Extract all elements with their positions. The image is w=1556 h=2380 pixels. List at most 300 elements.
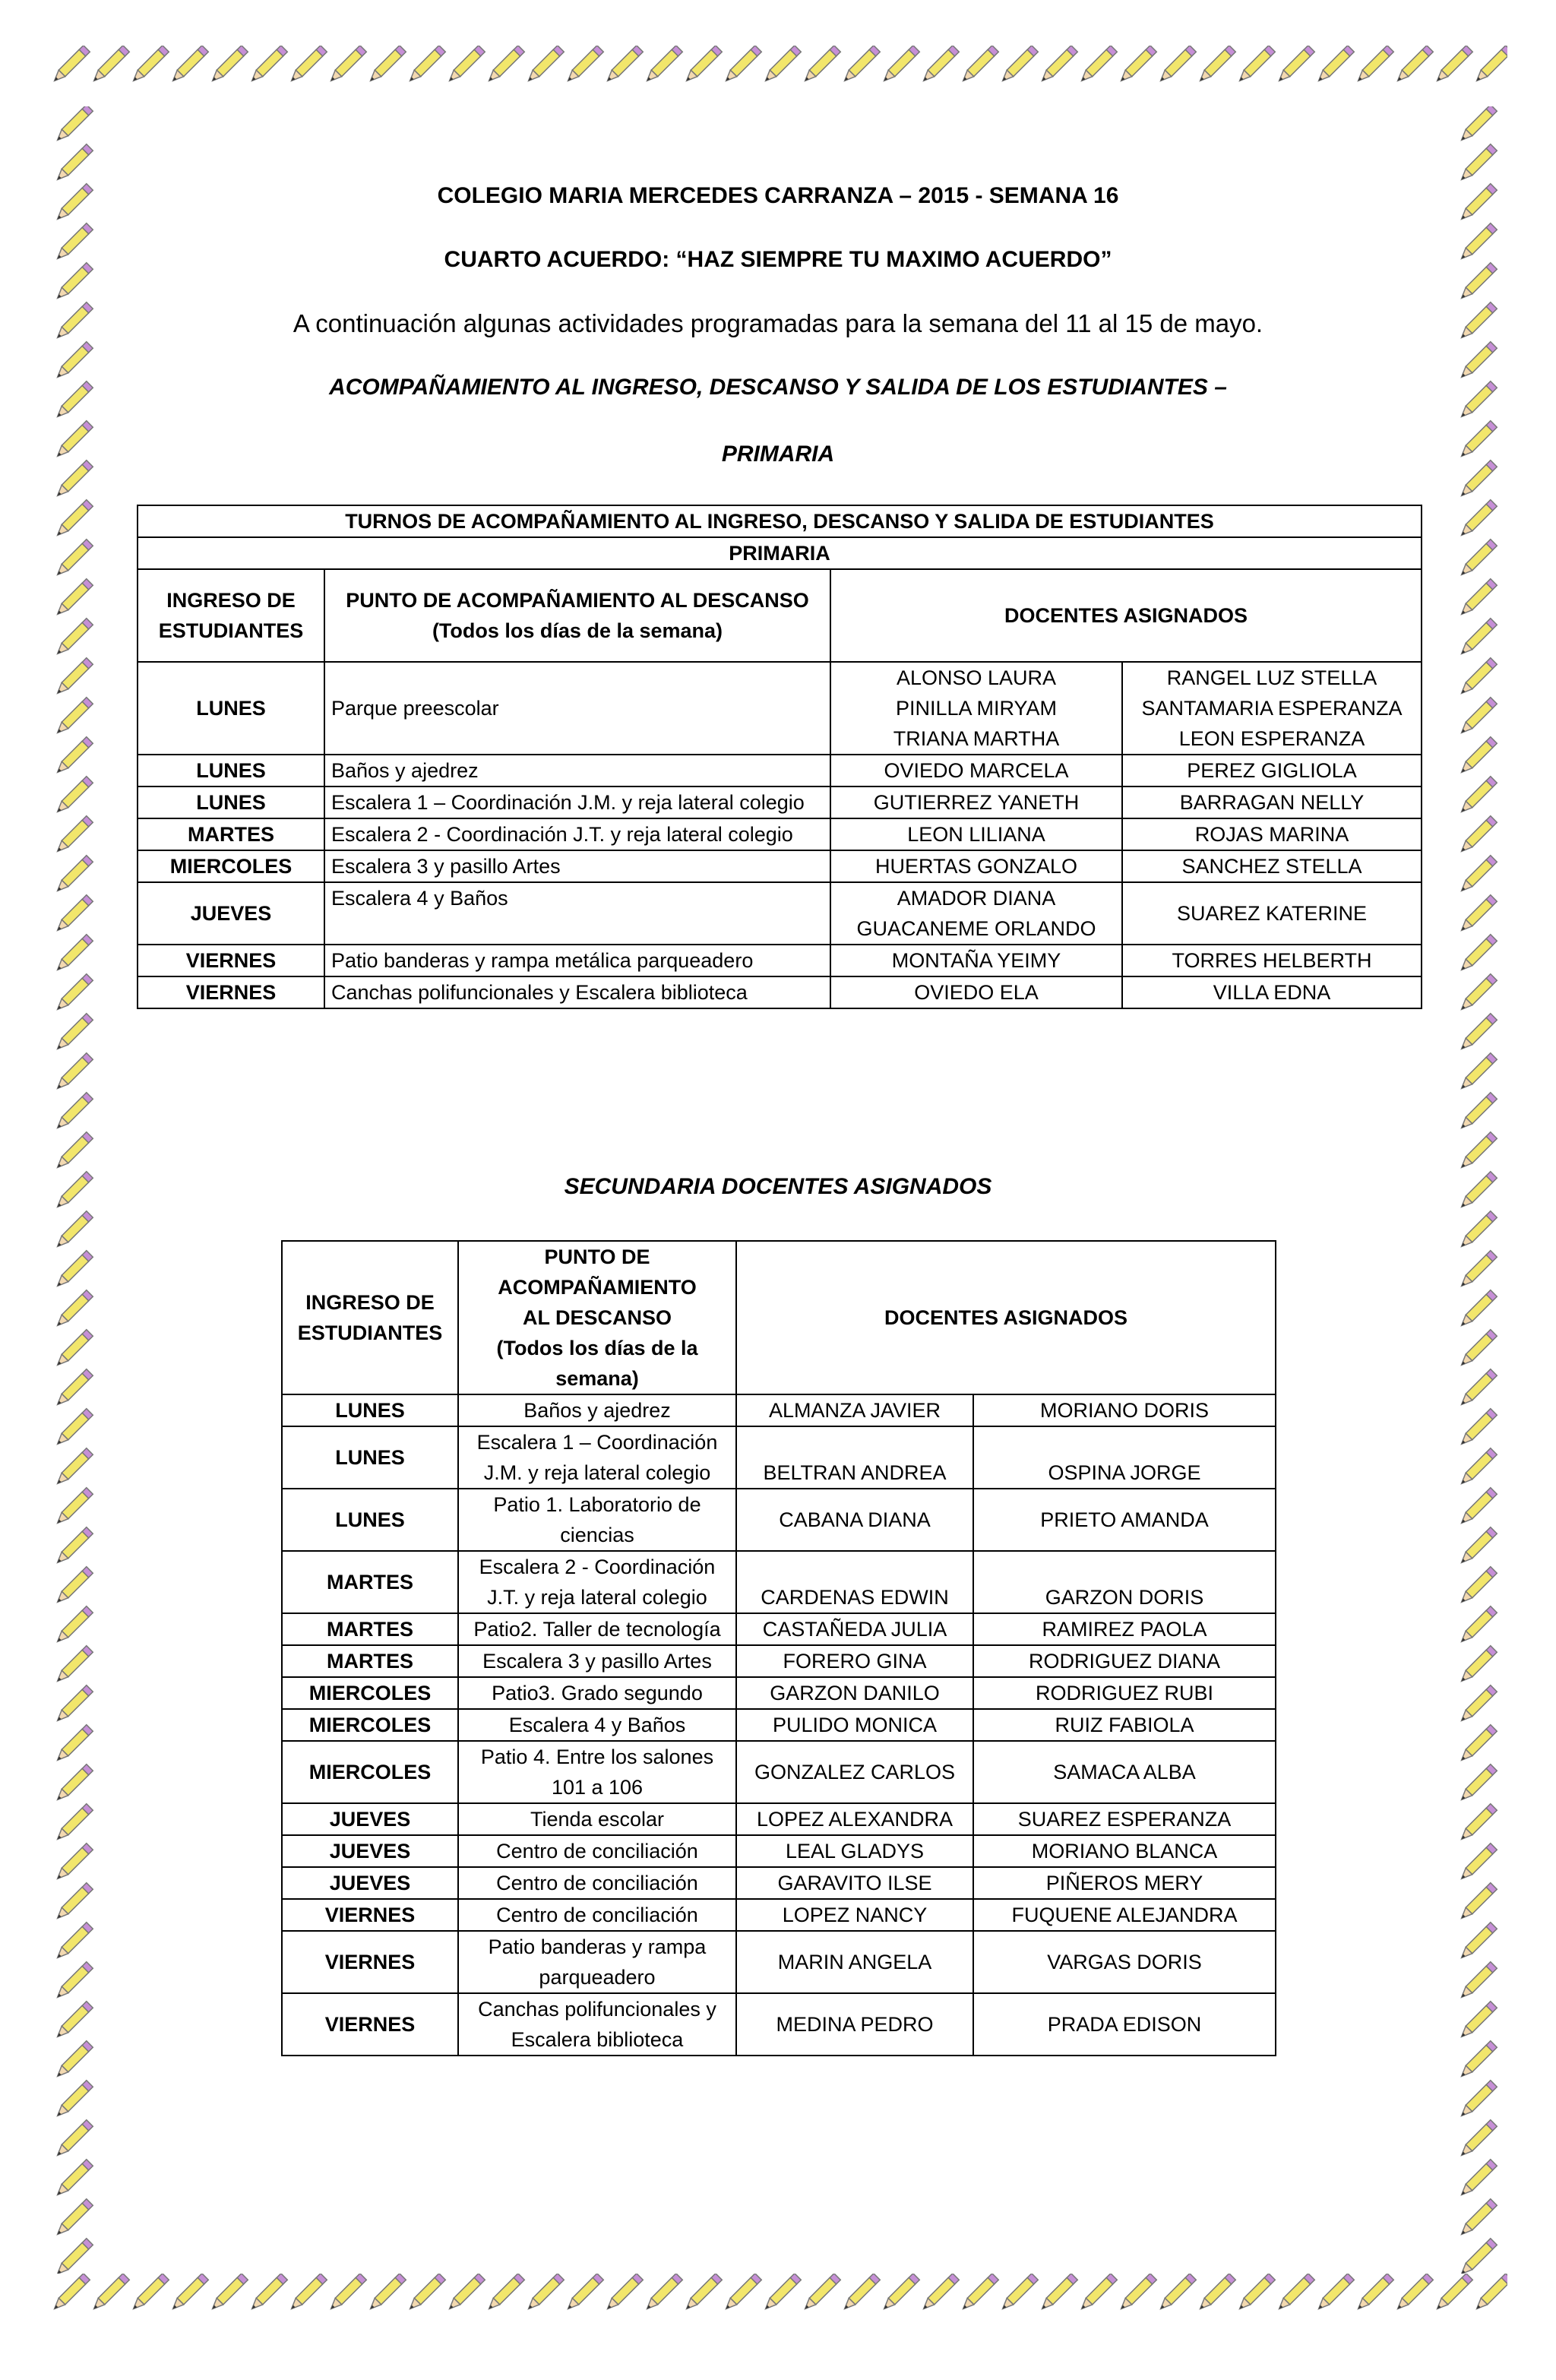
pencil-icon [1458, 1685, 1497, 1724]
pencil-icon [1276, 46, 1314, 84]
pencil-icon [1458, 1725, 1497, 1764]
row-teacher-b: PRIETO AMANDA [973, 1489, 1276, 1551]
table-row [282, 1899, 1276, 1931]
row-place: Patio banderas y rampa metálica parqueadero [324, 945, 830, 976]
table-row [282, 1426, 1276, 1489]
row-day: LUNES [138, 755, 324, 786]
row-teacher-b: RODRIGUEZ DIANA [973, 1645, 1276, 1677]
pencil-icon [54, 2041, 93, 2080]
pencil-icon [54, 263, 93, 302]
row-day: MARTES [282, 1645, 458, 1677]
sec-header-docentes: DOCENTES ASIGNADOS [736, 1241, 1276, 1394]
table-row [282, 1803, 1276, 1835]
teacher-name: GUTIERREZ YANETH [873, 791, 1080, 814]
row-place: Escalera 2 - Coordinación J.T. y reja lateral colegio [324, 818, 830, 850]
pencil-icon [1458, 1409, 1497, 1448]
row-day: LUNES [138, 786, 324, 818]
table-row [282, 1394, 1276, 1426]
pencil-icon [1458, 302, 1497, 341]
row-day: MARTES [282, 1613, 458, 1645]
pencil-icon [54, 223, 93, 262]
row-place: Escalera 2 - Coordinación J.T. y reja lateral colegio [458, 1551, 736, 1613]
teacher-name: PINILLA MIRYAM [895, 697, 1058, 720]
row-teacher-b: FUQUENE ALEJANDRA [973, 1899, 1276, 1931]
pencil-icon [1078, 46, 1117, 84]
pencil-icon [54, 777, 93, 815]
pencil-icon [644, 2274, 682, 2312]
pencil-icon [54, 1606, 93, 1645]
row-teacher-a: MEDINA PEDRO [736, 1993, 973, 2056]
pencil-icon [54, 1409, 93, 1448]
pencil-icon [54, 2239, 93, 2274]
pencil-icon [288, 2274, 327, 2312]
pencil-icon [54, 579, 93, 618]
row-teacher-a: FORERO GINA [736, 1645, 973, 1677]
pencil-icon [130, 2274, 169, 2312]
secundaria-table [281, 1240, 1276, 2056]
pencil-icon [841, 46, 880, 84]
pencil-icon [1458, 2199, 1497, 2238]
document-subtitle: CUARTO ACUERDO: “HAZ SIEMPRE TU MAXIMO ACUERDO” [444, 247, 1112, 272]
row-day: MIERCOLES [282, 1709, 458, 1741]
table-row [138, 662, 1422, 755]
pencil-icon [881, 2274, 919, 2312]
pencil-icon [1458, 1646, 1497, 1685]
pencil-icon [1458, 540, 1497, 578]
row-teacher-a: CARDENAS EDWIN [736, 1551, 973, 1613]
pencil-icon [54, 974, 93, 1013]
pencil-icon [54, 2002, 93, 2040]
row-day: LUNES [138, 662, 324, 755]
pencil-icon [485, 46, 524, 84]
pencil-icon [1118, 2274, 1156, 2312]
pencil-icon [1458, 223, 1497, 262]
pencil-icon [1458, 1448, 1497, 1487]
teacher-name: RANGEL LUZ STELLA [1166, 666, 1377, 689]
pencil-icon [525, 2274, 564, 2312]
row-teacher-b: OSPINA JORGE [973, 1426, 1276, 1489]
row-teacher-a: GARAVITO ILSE [736, 1867, 973, 1899]
pencil-icon [1236, 2274, 1275, 2312]
pencil-icon [1473, 2274, 1507, 2312]
pencil-icon [1458, 500, 1497, 539]
pencil-border-left [46, 106, 106, 2274]
pencil-icon [1458, 1923, 1497, 1961]
row-day: VIERNES [282, 1899, 458, 1931]
pencil-icon [54, 500, 93, 539]
primaria-subcaption-row [138, 537, 1422, 569]
pencil-icon [1458, 421, 1497, 460]
pencil-icon [1473, 46, 1507, 84]
pencil-icon [1157, 46, 1196, 84]
row-day: VIERNES [138, 945, 324, 976]
row-teacher-b: PRADA EDISON [973, 1993, 1276, 2056]
teacher-name: BARRAGAN NELLY [1179, 791, 1365, 814]
pencil-icon [1458, 2160, 1497, 2198]
pencil-icon [841, 2274, 880, 2312]
pencil-icon [327, 2274, 366, 2312]
pencil-icon [54, 737, 93, 776]
row-day: LUNES [282, 1489, 458, 1551]
pencil-icon [1458, 1093, 1497, 1131]
row-teacher-cell [830, 945, 1122, 976]
primaria-caption: TURNOS DE ACOMPAÑAMIENTO AL INGRESO, DESCANSO Y SALIDA DE ESTUDIANTES [138, 505, 1422, 537]
pencil-icon [1458, 1962, 1497, 2001]
pencil-icon [1458, 2120, 1497, 2159]
pencil-icon [54, 540, 93, 578]
row-place: Patio2. Taller de tecnología [458, 1613, 736, 1645]
row-place: Escalera 3 y pasillo Artes [324, 850, 830, 882]
row-place: Centro de conciliación [458, 1867, 736, 1899]
header-punto [324, 569, 830, 662]
row-teacher-cell [830, 882, 1122, 945]
row-day: VIERNES [138, 976, 324, 1008]
row-teacher-a: BELTRAN ANDREA [736, 1426, 973, 1489]
teacher-name: HUERTAS GONZALO [874, 855, 1078, 878]
pencil-icon [54, 1725, 93, 1764]
pencil-icon [406, 46, 445, 84]
pencil-icon [1458, 856, 1497, 894]
teacher-name: VILLA EDNA [1213, 981, 1331, 1004]
pencil-icon [1458, 1527, 1497, 1566]
pencil-icon [446, 2274, 485, 2312]
pencil-icon [723, 46, 761, 84]
teacher-name: SUAREZ KATERINE [1176, 902, 1368, 925]
pencil-icon [54, 935, 93, 973]
pencil-icon [1458, 1251, 1497, 1290]
pencil-icon [1315, 46, 1354, 84]
pencil-icon [1458, 2041, 1497, 2080]
pencil-icon [54, 1844, 93, 1882]
pencil-icon [54, 1527, 93, 1566]
pencil-icon [54, 2120, 93, 2159]
sec-header-punto-line3: (Todos los días de la semana) [496, 1337, 698, 1390]
row-day: JUEVES [138, 882, 324, 945]
pencil-icon [1458, 1883, 1497, 1922]
pencil-icon [54, 816, 93, 855]
pencil-icon [54, 1962, 93, 2001]
pencil-icon [565, 2274, 603, 2312]
row-teacher-a: LOPEZ NANCY [736, 1899, 973, 1931]
row-teacher-cell [830, 662, 1122, 755]
pencil-icon [1458, 895, 1497, 934]
pencil-icon [54, 1448, 93, 1487]
pencil-icon [130, 46, 169, 84]
primaria-heading: PRIMARIA [721, 442, 835, 467]
teacher-name: ROJAS MARINA [1194, 823, 1349, 846]
row-teacher-a: LEAL GLADYS [736, 1835, 973, 1867]
document-title: COLEGIO MARIA MERCEDES CARRANZA – 2015 - SEMANA 16 [437, 183, 1119, 208]
pencil-icon [169, 46, 208, 84]
row-teacher-a: ALMANZA JAVIER [736, 1394, 973, 1426]
pencil-icon [1039, 46, 1077, 84]
pencil-icon [1458, 1844, 1497, 1882]
pencil-icon [1458, 935, 1497, 973]
row-place: Parque preescolar [324, 662, 830, 755]
pencil-icon [1458, 2239, 1497, 2274]
sec-header-punto-line2: AL DESCANSO [522, 1306, 672, 1329]
row-teacher-b: PIÑEROS MERY [973, 1867, 1276, 1899]
pencil-icon [54, 1251, 93, 1290]
pencil-icon [1355, 46, 1393, 84]
row-teacher-cell [830, 976, 1122, 1008]
pencil-icon [802, 2274, 840, 2312]
row-place: Escalera 4 y Baños [458, 1709, 736, 1741]
row-day: VIERNES [282, 1931, 458, 1993]
teacher-name: OVIEDO MARCELA [884, 759, 1069, 782]
teacher-name: ALONSO LAURA [896, 666, 1057, 689]
pencil-icon [54, 1764, 93, 1803]
pencil-icon [54, 144, 93, 183]
pencil-icon [1458, 2081, 1497, 2119]
table-row [282, 1645, 1276, 1677]
header-docentes: DOCENTES ASIGNADOS [830, 569, 1422, 662]
pencil-icon [54, 2199, 93, 2238]
pencil-icon [999, 46, 1038, 84]
table-row [282, 1489, 1276, 1551]
table-row [138, 976, 1422, 1008]
pencil-icon [54, 302, 93, 341]
row-teacher-cell [830, 818, 1122, 850]
row-teacher-b: MORIANO DORIS [973, 1394, 1276, 1426]
row-teacher-cell [1122, 755, 1422, 786]
teacher-name: AMADOR DIANA [897, 887, 1056, 910]
row-teacher-b: GARZON DORIS [973, 1551, 1276, 1613]
teacher-name: LEON ESPERANZA [1178, 727, 1365, 750]
row-place: Escalera 4 y Baños [324, 882, 830, 945]
pencil-icon [525, 46, 564, 84]
row-place: Centro de conciliación [458, 1899, 736, 1931]
pencil-icon [1039, 2274, 1077, 2312]
header-ingreso: INGRESO DE ESTUDIANTES [138, 569, 324, 662]
pencil-icon [1458, 1606, 1497, 1645]
pencil-icon [209, 2274, 248, 2312]
pencil-icon [54, 1093, 93, 1131]
row-teacher-cell [1122, 818, 1422, 850]
pencil-icon [54, 1804, 93, 1843]
pencil-icon [367, 46, 406, 84]
pencil-border-bottom [46, 2274, 1510, 2334]
pencil-icon [1458, 1290, 1497, 1329]
row-place: Tienda escolar [458, 1803, 736, 1835]
pencil-icon [1458, 1211, 1497, 1250]
pencil-icon [54, 1014, 93, 1052]
pencil-icon [920, 46, 959, 84]
pencil-icon [90, 2274, 129, 2312]
pencil-icon [1394, 46, 1433, 84]
pencil-icon [1315, 2274, 1354, 2312]
pencil-icon [565, 46, 603, 84]
pencil-icon [54, 856, 93, 894]
pencil-icon [54, 342, 93, 381]
pencil-icon [1458, 1567, 1497, 1606]
pencil-icon [1236, 46, 1275, 84]
row-place: Canchas polifuncionales y Escalera biblioteca [458, 1993, 736, 2056]
pencil-icon [1458, 1053, 1497, 1092]
section-heading: ACOMPAÑAMIENTO AL INGRESO, DESCANSO Y SALIDA DE LOS ESTUDIANTES – [329, 375, 1227, 400]
row-teacher-cell [1122, 662, 1422, 755]
pencil-icon [1458, 777, 1497, 815]
pencil-icon [881, 46, 919, 84]
row-place: Patio3. Grado segundo [458, 1677, 736, 1709]
row-place: Canchas polifuncionales y Escalera biblioteca [324, 976, 830, 1008]
primaria-table [137, 505, 1422, 1009]
pencil-icon [54, 2081, 93, 2119]
row-teacher-b: SUAREZ ESPERANZA [973, 1803, 1276, 1835]
pencil-icon [54, 381, 93, 420]
pencil-icon [1458, 1764, 1497, 1803]
pencil-icon [802, 46, 840, 84]
row-place: Patio banderas y rampa parqueadero [458, 1931, 736, 1993]
row-teacher-b: RAMIREZ PAOLA [973, 1613, 1276, 1645]
pencil-icon [54, 1369, 93, 1408]
pencil-icon [1458, 1132, 1497, 1171]
pencil-icon [446, 46, 485, 84]
pencil-icon [762, 46, 801, 84]
row-teacher-cell [830, 786, 1122, 818]
table-row [282, 1993, 1276, 2056]
pencil-icon [406, 2274, 445, 2312]
row-teacher-cell [1122, 850, 1422, 882]
pencil-icon [288, 46, 327, 84]
row-teacher-b: RODRIGUEZ RUBI [973, 1677, 1276, 1709]
table-row [282, 1709, 1276, 1741]
pencil-icon [54, 184, 93, 223]
row-place: Escalera 3 y pasillo Artes [458, 1645, 736, 1677]
teacher-name: GUACANEME ORLANDO [856, 917, 1096, 940]
pencil-icon [54, 1883, 93, 1922]
row-day: MARTES [282, 1551, 458, 1613]
sec-header-punto [458, 1241, 736, 1394]
pencil-icon [327, 46, 366, 84]
row-day: JUEVES [282, 1835, 458, 1867]
row-teacher-cell [1122, 786, 1422, 818]
pencil-icon [1276, 2274, 1314, 2312]
pencil-icon [1355, 2274, 1393, 2312]
pencil-icon [54, 895, 93, 934]
row-day: JUEVES [282, 1803, 458, 1835]
intro-text: A continuación algunas actividades programadas para la semana del 11 al 15 de mayo. [293, 309, 1263, 337]
pencil-icon [209, 46, 248, 84]
pencil-icon [90, 46, 129, 84]
pencil-icon [960, 46, 998, 84]
row-day: MIERCOLES [282, 1741, 458, 1803]
pencil-icon [54, 1132, 93, 1171]
pencil-icon [54, 1646, 93, 1685]
row-place: Centro de conciliación [458, 1835, 736, 1867]
pencil-icon [1458, 579, 1497, 618]
pencil-icon [644, 46, 682, 84]
pencil-icon [1458, 974, 1497, 1013]
pencil-border-top [46, 46, 1510, 106]
row-teacher-cell [1122, 945, 1422, 976]
pencil-icon [54, 2160, 93, 2198]
pencil-icon [54, 1567, 93, 1606]
row-teacher-b: SAMACA ALBA [973, 1741, 1276, 1803]
pencil-icon [1458, 144, 1497, 183]
pencil-icon [51, 46, 90, 84]
pencil-icon [248, 2274, 287, 2312]
pencil-icon [54, 1172, 93, 1211]
primaria-header-row [138, 569, 1422, 662]
pencil-icon [1157, 2274, 1196, 2312]
row-day: LUNES [282, 1426, 458, 1489]
teacher-name: OVIEDO ELA [914, 981, 1039, 1004]
table-row [138, 882, 1422, 945]
row-place: Escalera 1 – Coordinación J.M. y reja lateral colegio [458, 1426, 736, 1489]
table-row [138, 786, 1422, 818]
pencil-icon [54, 1923, 93, 1961]
pencil-icon [248, 46, 287, 84]
row-teacher-b: MORIANO BLANCA [973, 1835, 1276, 1867]
pencil-icon [1458, 1369, 1497, 1408]
table-row [282, 1931, 1276, 1993]
pencil-icon [54, 1290, 93, 1329]
primaria-caption-row [138, 505, 1422, 537]
pencil-icon [54, 1330, 93, 1369]
pencil-icon [485, 2274, 524, 2312]
row-day: VIERNES [282, 1993, 458, 2056]
teacher-name: TRIANA MARTHA [893, 727, 1060, 750]
table-row [138, 850, 1422, 882]
pencil-icon [54, 1685, 93, 1724]
table-row [282, 1741, 1276, 1803]
teacher-name: PEREZ GIGLIOLA [1187, 759, 1357, 782]
pencil-icon [51, 2274, 90, 2312]
pencil-icon [1458, 381, 1497, 420]
pencil-icon [1458, 342, 1497, 381]
row-day: LUNES [282, 1394, 458, 1426]
pencil-icon [169, 2274, 208, 2312]
pencil-icon [1458, 1804, 1497, 1843]
row-teacher-b: RUIZ FABIOLA [973, 1709, 1276, 1741]
sec-header-ingreso: INGRESO DE ESTUDIANTES [282, 1241, 458, 1394]
row-place: Baños y ajedrez [324, 755, 830, 786]
pencil-icon [1434, 46, 1472, 84]
pencil-icon [54, 658, 93, 697]
row-teacher-a: LOPEZ ALEXANDRA [736, 1803, 973, 1835]
table-row [282, 1551, 1276, 1613]
row-teacher-cell [1122, 882, 1422, 945]
pencil-icon [1197, 2274, 1235, 2312]
pencil-icon [1458, 698, 1497, 736]
row-place: Baños y ajedrez [458, 1394, 736, 1426]
table-row [282, 1835, 1276, 1867]
teacher-name: SANCHEZ STELLA [1181, 855, 1362, 878]
row-teacher-a: GARZON DANILO [736, 1677, 973, 1709]
row-day: MIERCOLES [282, 1677, 458, 1709]
row-teacher-cell [1122, 976, 1422, 1008]
row-teacher-cell [830, 850, 1122, 882]
row-teacher-a: GONZALEZ CARLOS [736, 1741, 973, 1803]
pencil-icon [762, 2274, 801, 2312]
secundaria-heading: SECUNDARIA DOCENTES ASIGNADOS [564, 1174, 992, 1199]
row-teacher-b: VARGAS DORIS [973, 1931, 1276, 1993]
table-row [138, 818, 1422, 850]
row-teacher-a: CASTAÑEDA JULIA [736, 1613, 973, 1645]
pencil-icon [1118, 46, 1156, 84]
teacher-name: MONTAÑA YEIMY [891, 949, 1061, 972]
row-teacher-a: PULIDO MONICA [736, 1709, 973, 1741]
teacher-name: TORRES HELBERTH [1172, 949, 1372, 972]
pencil-icon [999, 2274, 1038, 2312]
pencil-icon [54, 698, 93, 736]
header-punto-line1: PUNTO DE ACOMPAÑAMIENTO AL DESCANSO [346, 589, 809, 612]
row-teacher-a: MARIN ANGELA [736, 1931, 973, 1993]
row-place: Patio 4. Entre los salones 101 a 106 [458, 1741, 736, 1803]
row-place: Patio 1. Laboratorio de ciencias [458, 1489, 736, 1551]
pencil-icon [1458, 2002, 1497, 2040]
